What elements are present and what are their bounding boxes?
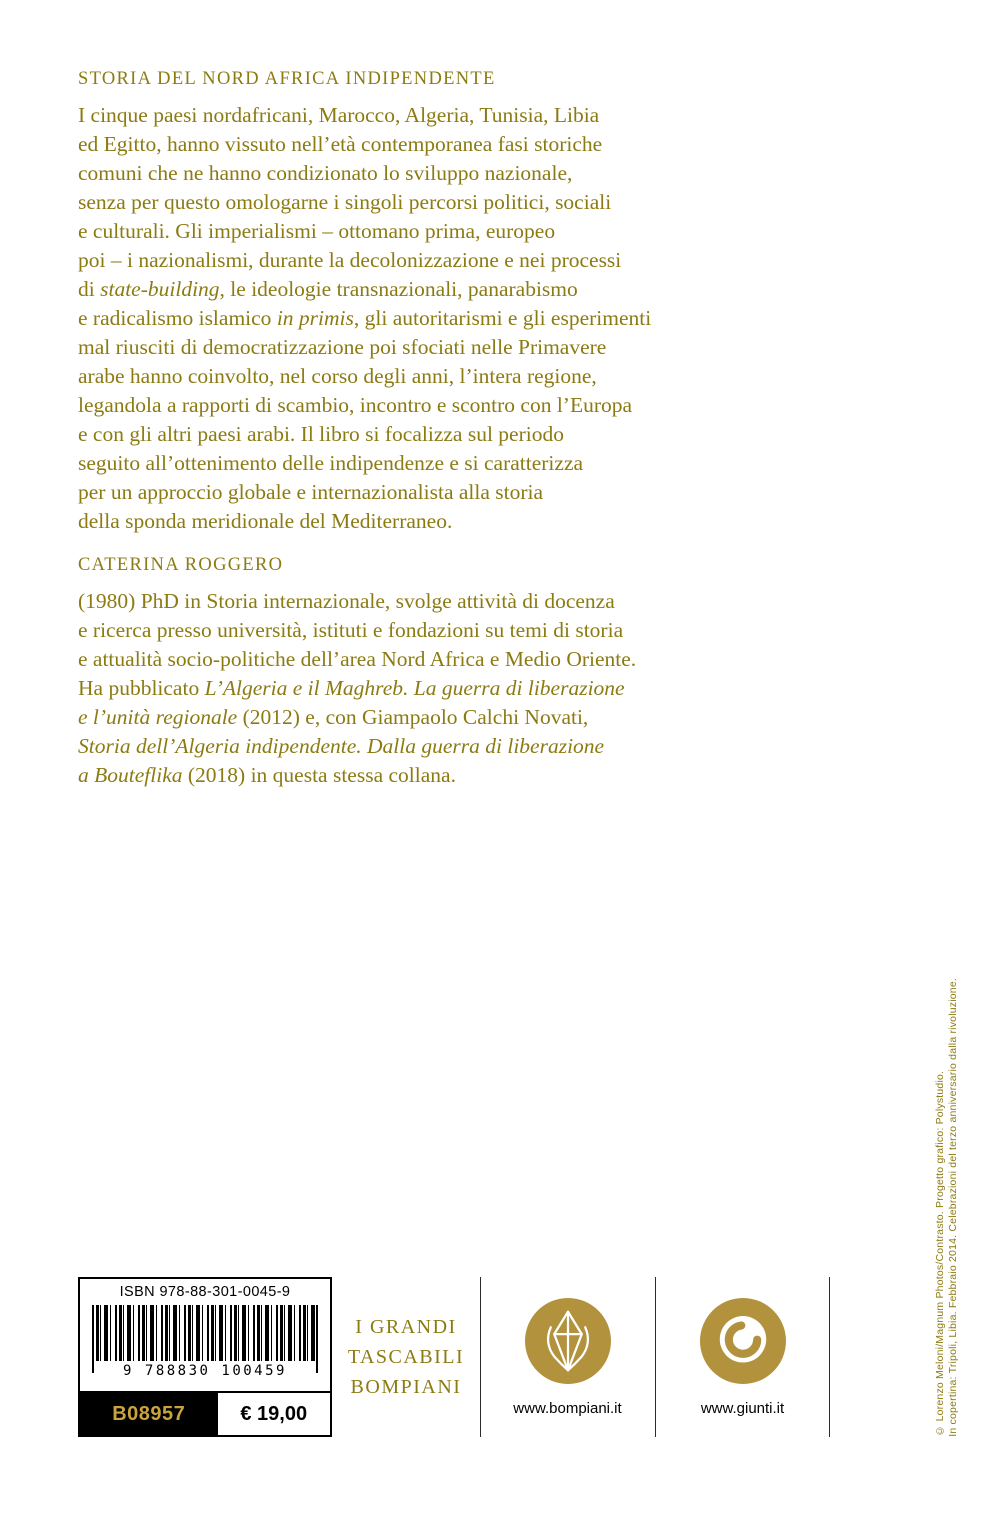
giunti-section [655,1277,830,1437]
imprint-line: TASCABILI [347,1345,465,1368]
isbn-label: ISBN 978-88-301-0045-9 [119,1284,291,1300]
bompiani-section [480,1277,655,1437]
price: € 19,00 [240,1402,308,1425]
barcode [92,1305,318,1361]
author-section [78,556,848,790]
barcode-panel [78,1277,332,1437]
book-title: STORIA DEL NORD AFRICA INDIPENDENTE [78,69,496,89]
photo-credit-vertical [934,978,960,1437]
author-bio-paragraph: (1980) PhD in Storia internazionale, svolge attività di docenza e ricerca presso università, istituti e fondazioni su temi di storia e attualità socio-politiche dell’area Nord Africa e Medio Oriente. Ha pubblicato L’Algeria e il Maghreb. La guerra di liberazione e l’unità regionale (2012) e, con Giampaolo Calchi Novati, Storia dell’Algeria indipendente. Dalla guerra di liberazione a Bouteflika (2018) in questa stessa collana. [78,588,637,787]
bompiani-url: www.bompiani.it [513,1400,622,1417]
price-row [80,1391,330,1435]
giunti-url: www.giunti.it [700,1400,785,1417]
bompiani-flower-logo-icon [525,1298,611,1389]
synopsis-paragraph: I cinque paesi nordafricani, Marocco, Algeria, Tunisia, Libia ed Egitto, hanno vissuto nell’età contemporanea fasi storiche comuni che ne hanno condizionato lo sviluppo nazionale, senza per questo omologarne i singoli percorsi politici, sociali e culturali. Gli imperialismi – ottomano prima, europeo poi – i nazionalismi, durante la decolonizzazione e nei processi di state-building, le ideologie transnazionali, panarabismo e radicalismo islamico in primis, gli autoritarismi e gli esperimenti mal riusciti di democratizzazione poi sfociati nelle Primavere arabe hanno coinvolto, nel corso degli anni, l’intera regione, legandola a rapporti di scambio, incontro e scontro con l’Europa e con gli altri paesi arabi. Il libro si focalizza sul periodo seguito all’ottenimento delle indipendenze e si caratterizza per un approccio globale e internazionalista alla storia della sponda meridionale del Mediterraneo. [78,102,652,533]
imprint-line: BOMPIANI [350,1375,462,1398]
synopsis-section [78,70,848,536]
giunti-logo-icon [700,1298,786,1389]
author-name: CATERINA ROGGERO [78,555,284,575]
barcode-digits: 9 788830 100459 [123,1363,287,1379]
imprint-series [332,1277,480,1437]
product-code: B08957 [80,1393,218,1435]
footer-strip [78,1277,830,1437]
credit-copyright: © Lorenzo Meloni/Magnum Photos/Contrasto. Progetto grafico: Polystudio. [934,1071,946,1437]
credit-caption: In copertina: Tripoli, Libia. Febbraio 2014. Celebrazioni del terzo anniversario dalla rivoluzione. [947,978,959,1437]
imprint-line: I GRANDI [355,1315,457,1338]
